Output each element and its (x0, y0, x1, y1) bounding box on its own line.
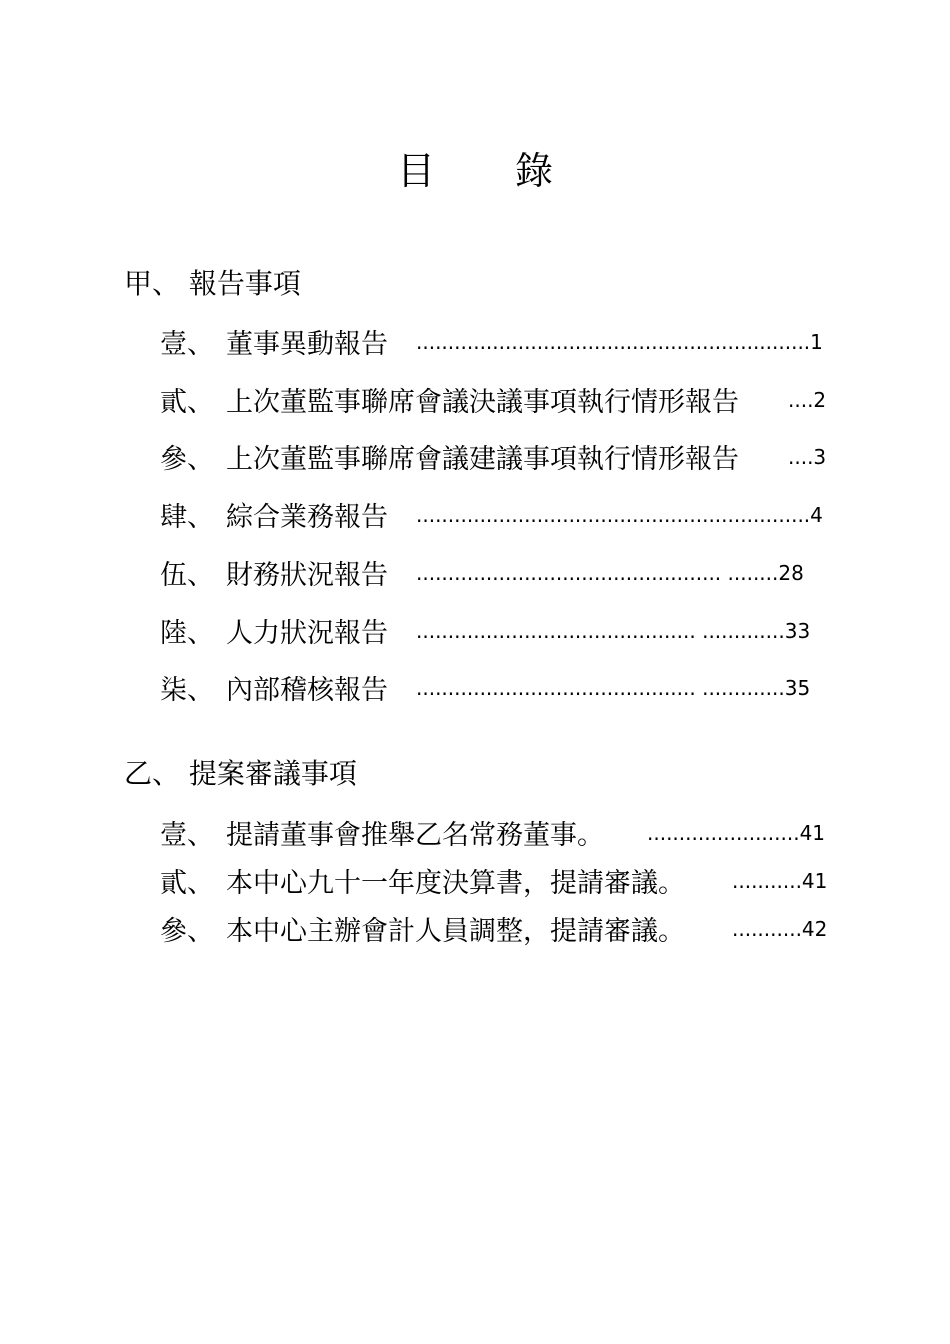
toc-entry[interactable] (160, 380, 840, 420)
toc-entry-page-leader: ...........42 (732, 917, 828, 941)
toc-entry-page-leader: ........................41 (647, 821, 826, 845)
toc-entry[interactable] (160, 322, 840, 362)
toc-entry-title: 上次董監事聯席會議建議事項執行情形報告 (226, 444, 739, 475)
toc-entry[interactable] (160, 668, 840, 708)
toc-entry-number: 壹、 (160, 820, 214, 851)
toc-entry-number: 貳、 (160, 387, 214, 418)
toc-entry-title: 提請董事會推舉乙名常務董事。 (226, 820, 604, 851)
toc-entry-page-leader: ................................................ ........28 (416, 561, 804, 585)
toc-entry[interactable] (160, 611, 840, 651)
toc-entry-number: 陸、 (160, 618, 214, 649)
toc-entry-number: 貳、 (160, 868, 214, 899)
toc-entry-page-leader: ...........41 (732, 869, 828, 893)
section-heading-proposals: 乙、 提案審議事項 (124, 757, 357, 790)
toc-entry[interactable] (160, 909, 840, 949)
toc-entry-number: 柒、 (160, 675, 214, 706)
toc-entry-number: 參、 (160, 916, 214, 947)
toc-entry-number: 壹、 (160, 329, 214, 360)
toc-entry-page-leader: ....2 (788, 388, 827, 412)
toc-entry-title: 董事異動報告 (226, 329, 388, 360)
title-char-2: 錄 (515, 149, 554, 193)
toc-entry-title: 上次董監事聯席會議決議事項執行情形報告 (226, 387, 739, 418)
toc-entry-title: 本中心主辦會計人員調整，提請審議。 (226, 916, 685, 947)
toc-entry-title: 人力狀況報告 (226, 618, 388, 649)
toc-entry[interactable] (160, 437, 840, 477)
section-heading-report: 甲、 報告事項 (124, 267, 301, 300)
toc-entry-title: 內部稽核報告 (226, 675, 388, 706)
toc-entry-number: 肆、 (160, 502, 214, 533)
toc-entry[interactable] (160, 495, 840, 535)
title-char-1: 目 (396, 149, 435, 193)
toc-entry-title: 本中心九十一年度決算書，提請審議。 (226, 868, 685, 899)
toc-entry-title: 綜合業務報告 (226, 502, 388, 533)
toc-entry[interactable] (160, 553, 840, 593)
toc-entry-title: 財務狀況報告 (226, 560, 388, 591)
toc-entry-page-leader: ..............................................................1 (416, 330, 823, 354)
toc-entry-number: 伍、 (160, 560, 214, 591)
page-title (0, 140, 950, 195)
toc-entry-page-leader: ............................................ .............35 (416, 676, 811, 700)
toc-entry-page-leader: ....3 (788, 445, 827, 469)
toc-entry-page-leader: ..............................................................4 (416, 503, 823, 527)
toc-entry-page-leader: ............................................ .............33 (416, 619, 811, 643)
toc-entry-number: 參、 (160, 444, 214, 475)
toc-entry[interactable] (160, 861, 840, 901)
toc-entry[interactable] (160, 813, 840, 853)
